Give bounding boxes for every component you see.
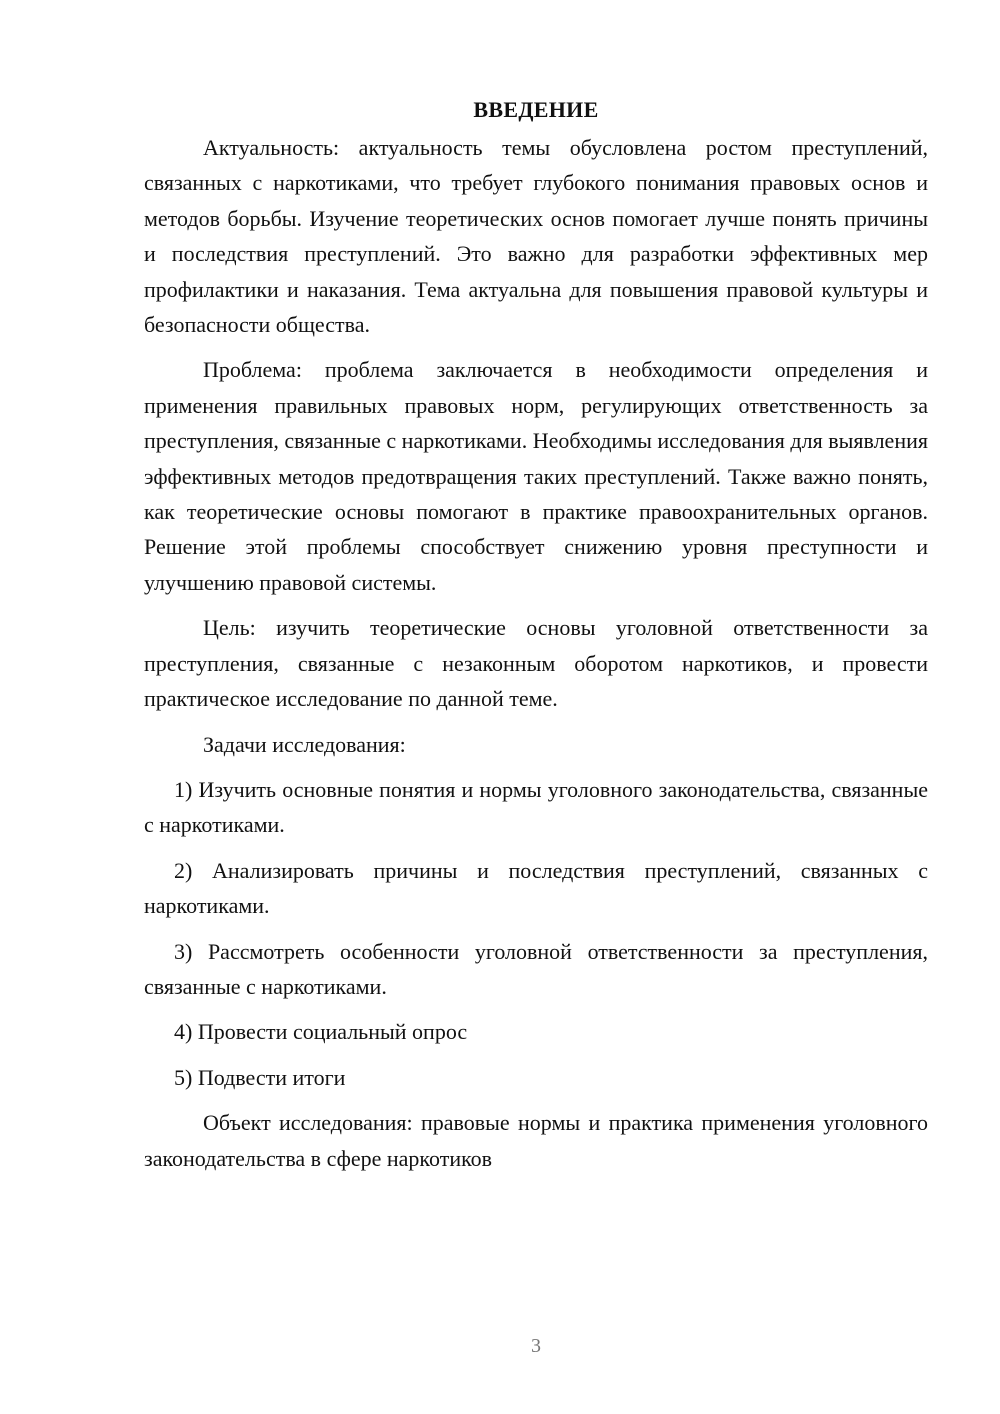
- document-body: [144, 92, 928, 1176]
- paragraph-goal: Цель: изучить теоретические основы уголовной ответственности за преступления, связанные с незаконным оборотом наркотиков, и провести практическое исследование по данной теме.: [144, 615, 928, 712]
- paragraph-tasks-heading: Задачи исследования:: [203, 731, 406, 757]
- page-number: 3: [531, 1335, 541, 1357]
- paragraph-object: Объект исследования: правовые нормы и практика применения уголовного законодательства в сфере наркотиков: [144, 1110, 928, 1171]
- task-item: 5) Подвести итоги: [174, 1064, 346, 1090]
- section-title: ВВЕДЕНИЕ: [473, 97, 599, 122]
- paragraph-relevance: Актуальность: актуальность темы обусловлена ростом преступлений, связанных с наркотиками, что требует глубокого понимания правовых основ и методов борьбы. Изучение теоретических основ помогает лучше понять причины и последствия преступлений. Это важно для разработки эффективных мер профилактики и наказания. Тема актуальна для повышения правовой культуры и безопасности общества.: [144, 135, 928, 338]
- task-item: 3) Рассмотреть особенности уголовной ответственности за преступления, связанные с наркотиками.: [144, 938, 928, 999]
- task-list: [144, 772, 928, 1095]
- task-item: 1) Изучить основные понятия и нормы уголовного законодательства, связанные с наркотиками.: [144, 776, 928, 838]
- task-item: 4) Провести социальный опрос: [174, 1019, 468, 1045]
- task-item: 2) Анализировать причины и последствия преступлений, связанных с наркотиками.: [144, 857, 928, 919]
- paragraph-problem: Проблема: проблема заключается в необходимости определения и применения правильных правовых норм, регулирующих ответственность за преступления, связанные с наркотиками. Необходимы исследования для выявления эффективных методов предотвращения таких преступлений. Также важно понять, как теоретические основы помогают в практике правоохранительных органов. Решение этой проблемы способствует снижению уровня преступности и улучшению правовой системы.: [144, 357, 928, 595]
